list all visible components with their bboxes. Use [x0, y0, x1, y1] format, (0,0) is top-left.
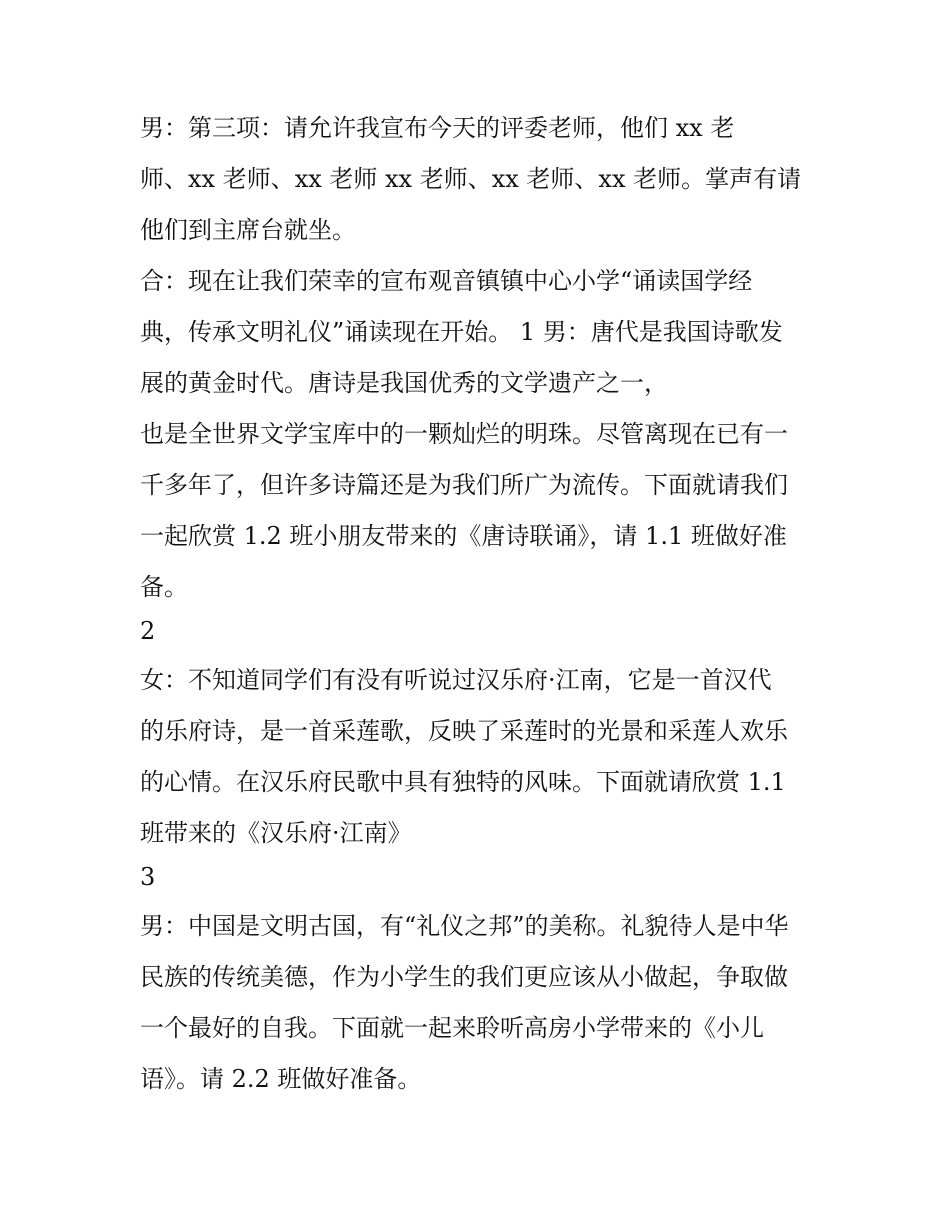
- text-line: 千多年了，但许多诗篇还是为我们所广为流传。下面就请我们: [140, 471, 788, 499]
- text-line: 师、xx 老师、xx 老师 xx 老师、xx 老师、xx 老师。掌声有请: [140, 165, 802, 193]
- text-line: 语》。请 2.2 班做好准备。: [140, 1065, 422, 1093]
- text-line: 男：中国是文明古国，有“礼仪之邦”的美称。礼貌待人是中华: [140, 912, 789, 940]
- text-line: 合：现在让我们荣幸的宣布观音镇镇中心小学“诵读国学经: [140, 267, 753, 295]
- text-line: 民族的传统美德，作为小学生的我们更应该从小做起，争取做: [140, 963, 788, 991]
- text-line: 的乐府诗，是一首采莲歌，反映了采莲时的光景和采莲人欢乐: [140, 717, 788, 745]
- text-line: 一个最好的自我。下面就一起来聆听高房小学带来的《小儿: [140, 1014, 764, 1042]
- text-line: 典，传承文明礼仪”诵读现在开始。 1 男：唐代是我国诗歌发: [140, 318, 783, 346]
- text-line: 备。: [140, 573, 188, 601]
- text-line: 男：第三项：请允许我宣布今天的评委老师，他们 xx 老: [140, 114, 735, 142]
- text-line: 班带来的《汉乐府·江南》: [140, 819, 412, 847]
- section-number: 3: [140, 863, 156, 891]
- text-line: 女：不知道同学们有没有听说过汉乐府·江南，它是一首汉代: [140, 666, 772, 694]
- text-line: 也是全世界文学宝库中的一颗灿烂的明珠。尽管离现在已有一: [140, 420, 788, 448]
- text-line: 的心情。在汉乐府民歌中具有独特的风味。下面就请欣赏 1.1: [140, 768, 786, 796]
- text-line: 展的黄金时代。唐诗是我国优秀的文学遗产之一，: [140, 369, 668, 397]
- section-number: 2: [140, 617, 156, 645]
- text-line: 他们到主席台就坐。: [140, 216, 356, 244]
- text-line: 一起欣赏 1.2 班小朋友带来的《唐诗联诵》，请 1.1 班做好准: [140, 522, 787, 550]
